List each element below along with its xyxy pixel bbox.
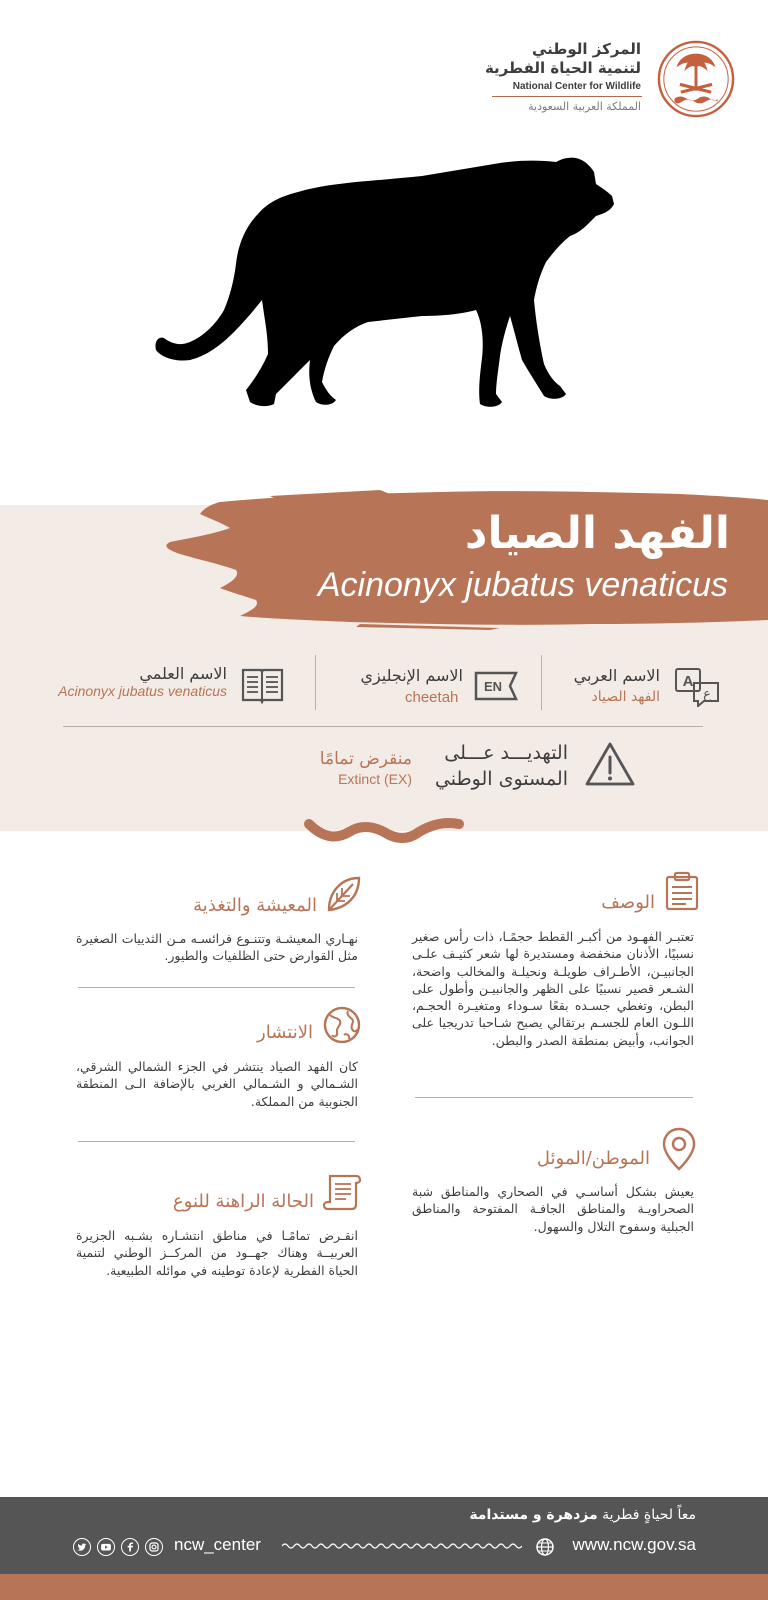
threat-label-line2: المستوى الوطني (434, 768, 568, 790)
svg-text:A: A (682, 673, 694, 690)
status-text: انقـرض تمامًـا في مناطق انتشـاره بشـبه الجزيرة العربيــة وهناك جهــود من المركــز الوطني لتنمية الحياة الفطرية لإعادة توطينه في موائله الطبيعية. (76, 1228, 358, 1278)
species-title-scientific: Acinonyx jubatus venaticus (317, 566, 728, 604)
country-name-ar: المملكة العربية السعودية (528, 100, 641, 113)
cheetah-silhouette (150, 150, 620, 425)
scientific-name-value: Acinonyx jubatus venaticus (58, 683, 227, 699)
footer-accent-bar (0, 1574, 768, 1600)
english-name-label: الاسم الإنجليزي (360, 666, 463, 685)
warning-icon (584, 740, 636, 788)
lifestyle-divider (78, 987, 355, 988)
globe-icon (322, 1005, 362, 1045)
description-title: الوصف (601, 892, 655, 913)
lifestyle-text: نهـاري المعيشـة وتتنـوع فرائسـه مـن الثدييات الصغيرة مثل القوارض حتى الظلفيات والطيور. (76, 931, 358, 964)
threat-label-line1: التهديـــد عـــلى (444, 742, 568, 764)
names-divider-1 (541, 655, 542, 710)
habitat-text: يعيش بشكل أساسـي في الصحاري والمناطق شبة الصحراويـة والمناطق الجافـة المفتوحة والمناطق الجبلية وسفوح التلال والسهول. (412, 1184, 694, 1234)
habitat-title: الموطن/الموئل (536, 1148, 650, 1169)
slogan-start: معاً لحياةٍ فطرية (597, 1507, 696, 1523)
description-text: تعتبـر الفهـود من أكبـر القطط حجمًـا، ذات رأس صغير نسبيًا، الأذنان منخفضة ومستديرة لها شعر كثيـف علـى الجانبيـن، الأطـراف طويلـة ونحيلـة والمخالب واضحة، الشـعر قصير نسبيًا على الظهر والجانبيـن وأطول على البطن، وتغطي جسـده بقعًا سـوداء ومتغيـرة الحجـم، اللـون العام للجسـم برتقالي يصبح شـاحبا تدريجيا على الجوانب، وأبيض بمنطقة الصدر والبطن. (412, 929, 694, 1048)
social-handle[interactable]: ncw_center (174, 1535, 261, 1554)
svg-text:ع: ع (703, 687, 711, 702)
youtube-icon[interactable] (97, 1538, 115, 1556)
instagram-icon[interactable] (145, 1538, 163, 1556)
distribution-title: الانتشار (257, 1022, 313, 1043)
threat-status-code: Extinct (EX) (338, 771, 412, 787)
wave-divider (303, 816, 465, 844)
footer-slogan (469, 1507, 696, 1523)
org-name-ar-line2: لتنمية الحياة الفطرية (484, 59, 641, 77)
website-globe-icon (535, 1537, 555, 1557)
scroll-icon (322, 1172, 362, 1212)
twitter-icon[interactable] (73, 1538, 91, 1556)
species-title-ar: الفهد الصياد (464, 508, 730, 559)
clipboard-icon (662, 871, 702, 911)
description-divider (415, 1097, 693, 1098)
status-title: الحالة الراهنة للنوع (172, 1191, 314, 1212)
location-pin-icon (662, 1127, 696, 1171)
distribution-divider (78, 1141, 355, 1142)
ncw-logo (657, 40, 735, 118)
translate-icon (674, 667, 722, 707)
arabic-name-value: الفهد الصياد (591, 689, 660, 705)
org-name-en: National Center for Wildlife (512, 81, 641, 92)
distribution-text: كان الفهد الصياد ينتشر في الجزء الشمالي الشرقي، الشـمالي و الشـمالي الغربي بالإضافة الـى المنطقة الجنوبية من المملكة. (76, 1059, 358, 1109)
en-badge-label: EN (483, 679, 503, 694)
lifestyle-title: المعيشة والتغذية (193, 895, 317, 916)
names-threat-divider (63, 726, 703, 727)
book-icon (240, 666, 285, 704)
threat-status-ar: منقرض تمامًا (319, 749, 412, 769)
slogan-bold: مزدهرة و مستدامة (469, 1507, 598, 1523)
names-divider-2 (315, 655, 316, 710)
leaf-icon (323, 874, 363, 914)
footer-squiggle-divider (282, 1540, 522, 1552)
header-divider (492, 96, 642, 97)
website-link[interactable]: www.ncw.gov.sa (572, 1535, 696, 1554)
facebook-icon[interactable] (121, 1538, 139, 1556)
en-badge-icon (474, 671, 518, 701)
org-name-ar-line1: المركز الوطني (531, 40, 641, 58)
english-name-value: cheetah (405, 689, 459, 706)
arabic-name-label: الاسم العربي (573, 666, 660, 685)
scientific-name-label: الاسم العلمي (139, 664, 227, 683)
